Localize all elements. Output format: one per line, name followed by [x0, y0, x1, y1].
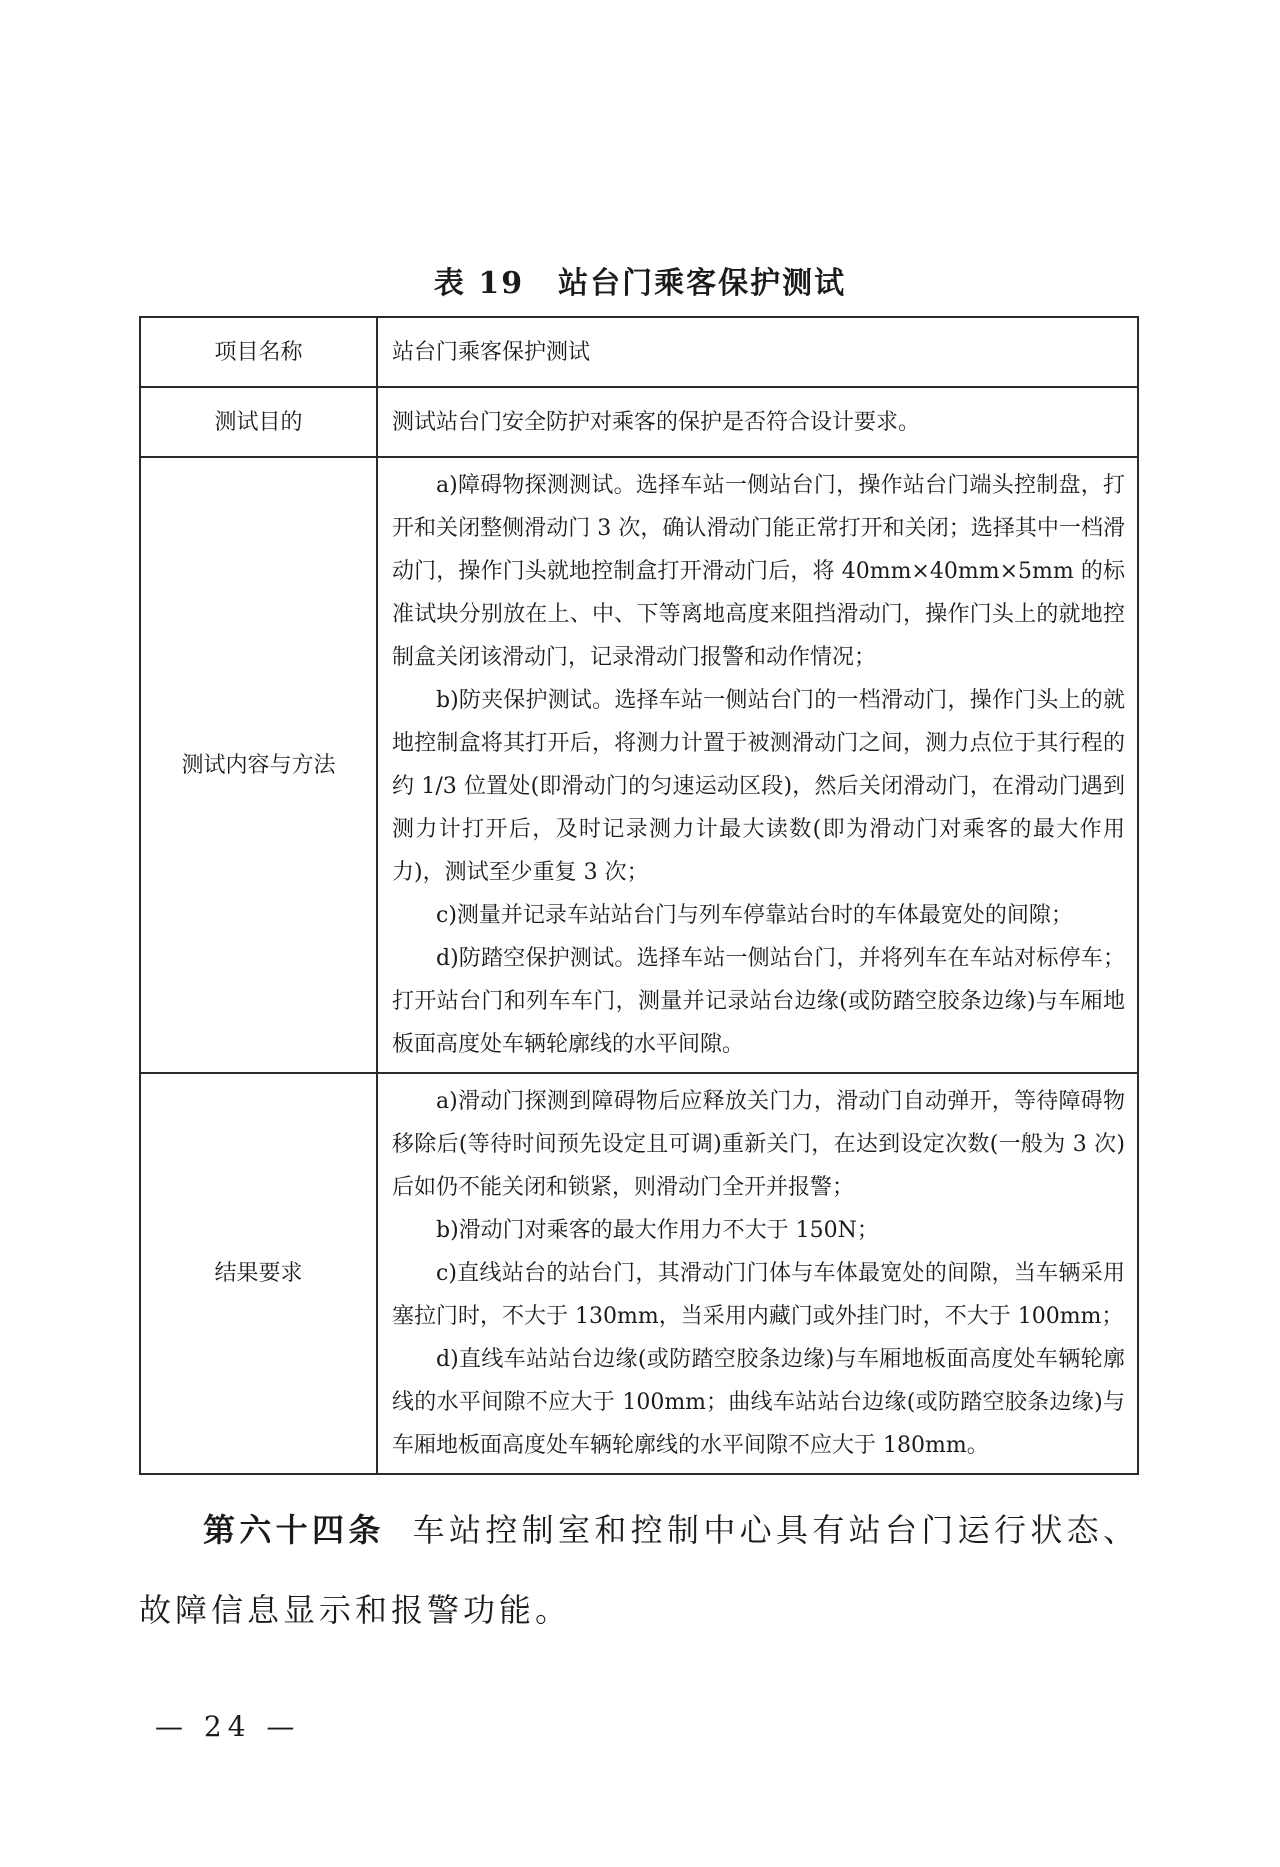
table-row	[140, 387, 1138, 457]
table-name: 站台门乘客保护测试	[558, 266, 847, 301]
row-value-project-name: 站台门乘客保护测试	[377, 317, 1138, 387]
table-row	[140, 317, 1138, 387]
method-item-a: a)障碍物探测测试。选择车站一侧站台门，操作站台门端头控制盘，打开和关闭整侧滑动门 3 次，确认滑动门能正常打开和关闭；选择其中一档滑动门，操作门头就地控制盒打开滑动门后，将 40mm×40mm×5mm 的标准试块分别放在上、中、下等离地高度来阻挡滑动门，操作门头上的就地控制盒关闭该滑动门，记录滑动门报警和动作情况；	[392, 473, 1125, 670]
result-item-a: a)滑动门探测到障碍物后应释放关门力，滑动门自动弹开，等待障碍物移除后(等待时间预先设定且可调)重新关门，在达到设定次数(一般为 3 次)后如仍不能关闭和锁紧，则滑动门全开并报警；	[392, 1089, 1125, 1200]
method-item-c: c)测量并记录车站站台门与列车停靠站台时的车体最宽处的间隙；	[436, 903, 1073, 928]
table-row	[140, 1073, 1138, 1474]
article-paragraph	[139, 1490, 1139, 1650]
page-number: — 24 —	[155, 1710, 301, 1743]
result-item-b: b)滑动门对乘客的最大作用力不大于 150N；	[436, 1218, 879, 1243]
method-item-d: d)防踏空保护测试。选择车站一侧站台门，并将列车在车站对标停车；打开站台门和列车车门，测量并记录站台边缘(或防踏空胶条边缘)与车厢地板面高度处车辆轮廓线的水平间隙。	[392, 946, 1125, 1057]
row-label-test-purpose: 测试目的	[140, 387, 377, 457]
row-label-result-requirements: 结果要求	[140, 1073, 377, 1474]
row-label-test-method: 测试内容与方法	[140, 457, 377, 1073]
method-item-b: b)防夹保护测试。选择车站一侧站台门的一档滑动门，操作门头上的就地控制盒将其打开后，将测力计置于被测滑动门之间，测力点位于其行程的约 1/3 位置处(即滑动门的匀速运动区段)，然后关闭滑动门，在滑动门遇到测力计打开后，及时记录测力计最大读数(即为滑动门对乘客的最大作用力)，测试至少重复 3 次；	[392, 688, 1125, 885]
result-item-c: c)直线站台的站台门，其滑动门门体与车体最宽处的间隙，当车辆采用塞拉门时，不大于 130mm，当采用内藏门或外挂门时，不大于 100mm；	[392, 1261, 1125, 1329]
table-number: 表 19	[433, 266, 525, 301]
table-title	[0, 258, 1280, 302]
test-spec-table	[139, 316, 1139, 1475]
row-value-test-method	[377, 457, 1138, 1073]
table-row	[140, 457, 1138, 1073]
row-value-test-purpose: 测试站台门安全防护对乘客的保护是否符合设计要求。	[377, 387, 1138, 457]
row-value-result-requirements	[377, 1073, 1138, 1474]
row-label-project-name: 项目名称	[140, 317, 377, 387]
article-number: 第六十四条	[203, 1511, 385, 1549]
result-item-d: d)直线车站站台边缘(或防踏空胶条边缘)与车厢地板面高度处车辆轮廓线的水平间隙不应大于 100mm；曲线车站站台边缘(或防踏空胶条边缘)与车厢地板面高度处车辆轮廓线的水平间隙不应大于 180mm。	[392, 1347, 1125, 1458]
article-text: 车站控制室和控制中心具有站台门运行状态、故障信息显示和报警功能。	[139, 1511, 1139, 1629]
